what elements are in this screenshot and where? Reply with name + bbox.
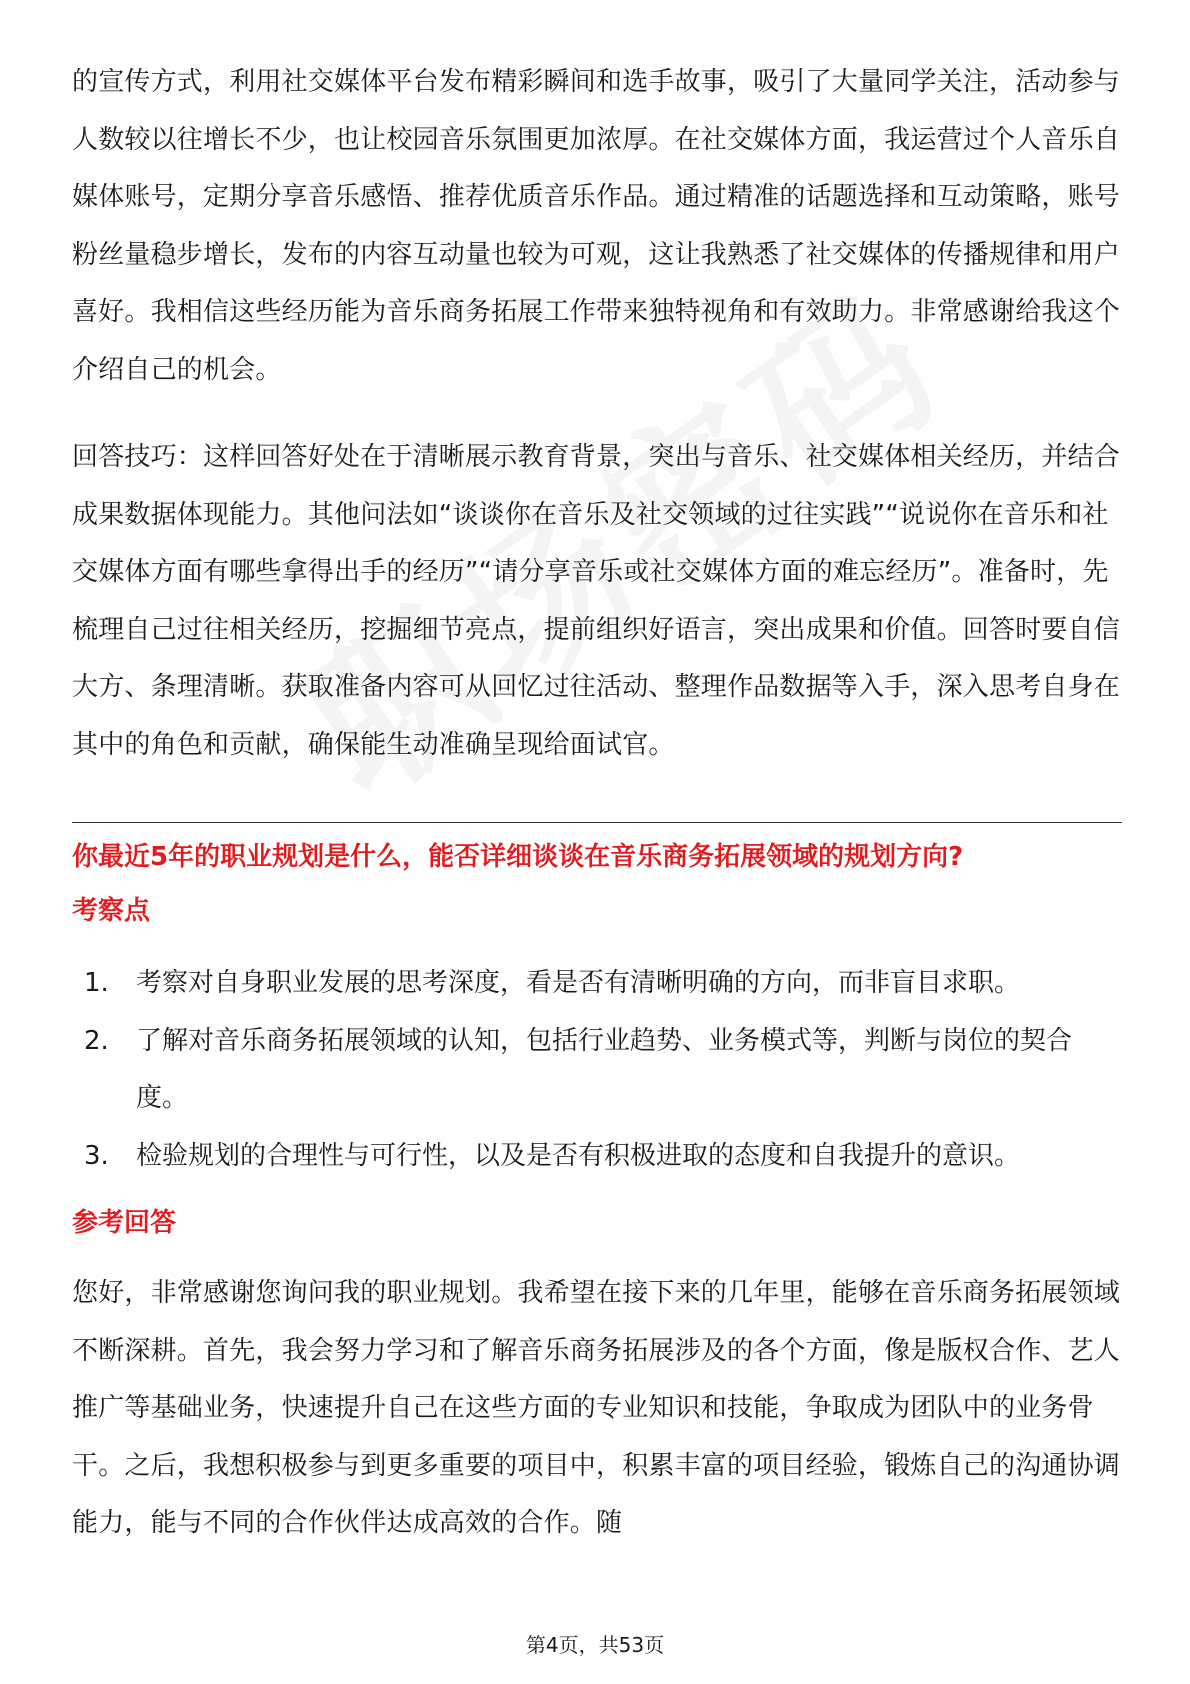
intro-paragraph: 的宣传方式，利用社交媒体平台发布精彩瞬间和选手故事，吸引了大量同学关注，活动参与人数较以往增长不少，也让校园音乐氛围更加浓厚。在社交媒体方面，我运营过个人音乐自媒体账号，定期分享音乐感悟、推荐优质音乐作品。通过精准的话题选择和互动策略，账号粉丝量稳步增长，发布的内容互动量也较为可观，这让我熟悉了社交媒体的传播规律和用户喜好。我相信这些经历能为音乐商务拓展工作带来独特视角和有效助力。非常感谢给我这个介绍自己的机会。: [72, 67, 1121, 385]
tips-paragraph: 回答技巧：这样回答好处在于清晰展示教育背景，突出与音乐、社交媒体相关经历，并结合成果数据体现能力。其他问法如“谈谈你在音乐及社交领域的过往实践”“说说你在音乐和社交媒体方面有哪些拿得出手的经历”“请分享音乐或社交媒体方面的难忘经历”。准备时，先梳理自己过往相关经历，挖掘细节亮点，提前组织好语言，突出成果和价值。回答时要自信大方、条理清晰。获取准备内容可从回忆过往活动、整理作品数据等入手，深入思考自身在其中的角色和贡献，确保能生动准确呈现给面试官。: [72, 442, 1121, 760]
answer-paragraph: 您好，非常感谢您询问我的职业规划。我希望在接下来的几年里，能够在音乐商务拓展领域不断深耕。首先，我会努力学习和了解音乐商务拓展涉及的各个方面，像是版权合作、艺人推广等基础业务，快速提升自己在这些方面的专业知识和技能，争取成为团队中的业务骨干。之后，我想积极参与到更多重要的项目中，积累丰富的项目经验，锻炼自己的沟通协调能力，能与不同的合作伙伴达成高效的合作。随: [72, 1278, 1121, 1538]
list-item: [72, 1013, 1122, 1128]
list-item-number: 1.: [84, 968, 109, 998]
list-item: [72, 955, 1122, 1013]
list-item-text: 检验规划的合理性与可行性，以及是否有积极进取的态度和自我提升的意识。: [136, 1140, 1021, 1171]
list-item-number: 2.: [84, 1025, 109, 1056]
list-item-text: 考察对自身职业发展的思考深度，看是否有清晰明确的方向，而非盲目求职。: [136, 968, 1021, 998]
page-footer: 第4页，共53页: [525, 1633, 665, 1657]
paragraph-spacer: [72, 399, 1122, 429]
section-divider: [72, 822, 1122, 823]
list-item-text: 了解对音乐商务拓展领域的认知，包括行业趋势、业务模式等，判断与岗位的契合度。: [136, 1025, 1073, 1113]
list-item-number: 3.: [84, 1140, 109, 1171]
list-item: [72, 1128, 1122, 1186]
question-heading: 你最近5年的职业规划是什么，能否详细谈谈在音乐商务拓展领域的规划方向?: [72, 842, 964, 872]
answer-title: 参考回答: [72, 1208, 177, 1238]
examine-title: 考察点: [72, 896, 151, 926]
examine-points-list: [72, 955, 1122, 1185]
page-content: [72, 54, 1122, 1553]
